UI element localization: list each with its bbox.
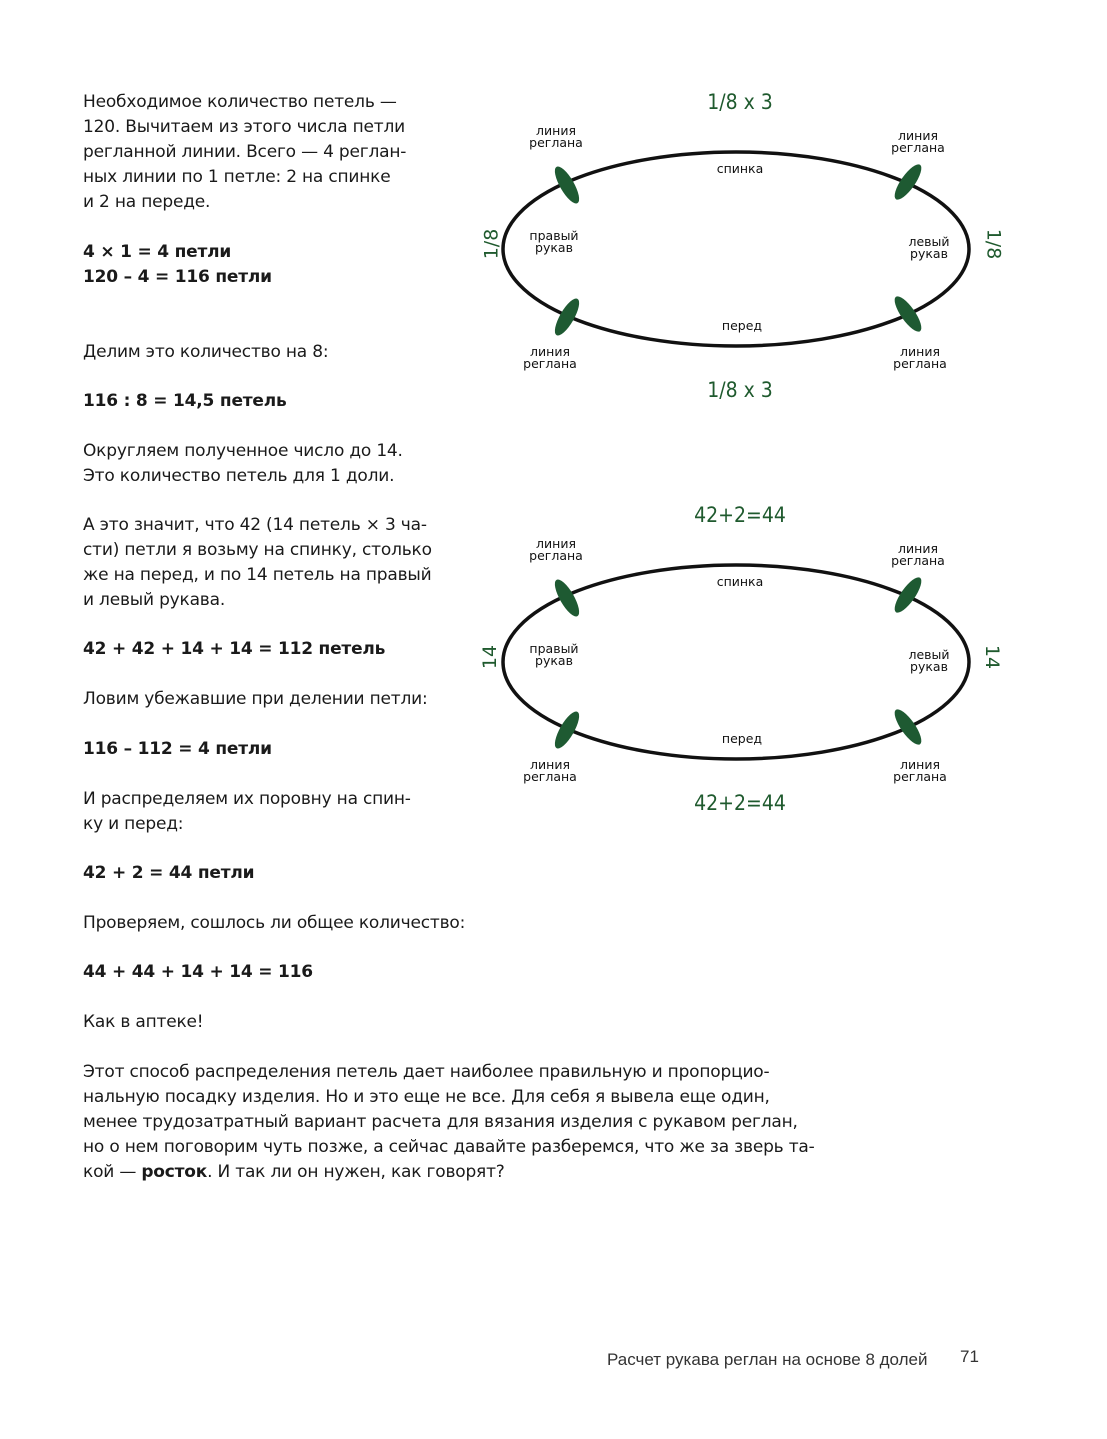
right-measure-label: 14 (981, 644, 1004, 670)
page-number: 71 (960, 1347, 979, 1366)
back-label: спинка (716, 161, 764, 176)
raglan-leaf-bottom-right (890, 706, 926, 748)
text-line: сти) петли я возьму на спинку, столько (83, 540, 432, 560)
raglan-label-bottom-left: линия реглана (523, 344, 577, 371)
text-line: А это значит, что 42 (14 петель × 3 ча- (83, 515, 427, 535)
paragraph-catch-stitches: Ловим убежавшие при делении петли: (83, 689, 428, 709)
left-measure-label: 1/8 (480, 228, 503, 260)
text-line: и 2 на переде. (83, 192, 211, 212)
raglan-label-bottom-right: линия реглана (893, 344, 947, 371)
formula-remaining-stitches: 120 – 4 = 116 петли (83, 267, 272, 287)
paragraph-check: Проверяем, сошлось ли общее количество: (83, 913, 466, 933)
bottom-measure-label: 42+2=44 (694, 791, 786, 815)
raglan-leaf-bottom-right (890, 293, 926, 335)
paragraph-pharmacy: Как в аптеке! (83, 1012, 204, 1032)
text-line: но о нем поговорим чуть позже, а сейчас давайте разберемся, что же за зверь та- (83, 1137, 815, 1157)
left-sleeve-label: левый рукав (908, 647, 950, 674)
formula-difference: 116 – 112 = 4 петли (83, 739, 272, 759)
right-sleeve-label: правый рукав (529, 641, 579, 668)
bottom-measure-label: 1/8 x 3 (707, 378, 773, 402)
raglan-diagram-stitch-counts (470, 501, 1015, 815)
text-line: и левый рукава. (83, 590, 226, 610)
raglan-diagram-fractions (470, 88, 1015, 402)
raglan-label-top-left: линия реглана (529, 123, 583, 150)
raglan-leaf-top-left (550, 576, 583, 619)
text-line: ных линии по 1 петле: 2 на спинке (83, 167, 391, 187)
text-line: Необходимое количество петель — (83, 92, 397, 112)
paragraph-divide: Делим это количество на 8: (83, 342, 329, 362)
raglan-leaf-top-right (890, 574, 926, 616)
text-line: Этот способ распределения петель дает наиболее правильную и пропорцио- (83, 1062, 770, 1082)
formula-raglan-stitches: 4 × 1 = 4 петли (83, 242, 232, 262)
front-label: перед (721, 318, 763, 333)
text-line: регланной линии. Всего — 4 реглан- (83, 142, 407, 162)
formula-divide: 116 : 8 = 14,5 петель (83, 391, 287, 411)
back-label: спинка (716, 574, 764, 589)
raglan-label-bottom-left: линия реглана (523, 757, 577, 784)
raglan-leaf-top-left (550, 163, 583, 206)
text-line: Это количество петель для 1 доли. (83, 466, 395, 486)
text-line: 120. Вычитаем из этого числа петли (83, 117, 406, 137)
left-measure-label: 14 (479, 644, 502, 670)
text-line-last (83, 1160, 505, 1185)
text-line: нальную посадку изделия. Но и это еще не все. Для себя я вывела еще один, (83, 1087, 770, 1107)
raglan-label-top-right: линия реглана (891, 541, 945, 568)
formula-44: 42 + 2 = 44 петли (83, 863, 255, 883)
text-line: ку и перед: (83, 814, 184, 834)
raglan-leaf-bottom-left (550, 708, 583, 751)
top-measure-label: 1/8 x 3 (707, 90, 773, 114)
text-line: менее трудозатратный вариант расчета для вязания изделия с рукавом реглан, (83, 1112, 798, 1132)
text-line: Округляем полученное число до 14. (83, 441, 403, 461)
text-line: же на перед, и по 14 петель на правый (83, 565, 432, 585)
right-measure-label: 1/8 (982, 228, 1005, 260)
front-label: перед (721, 731, 763, 746)
top-measure-label: 42+2=44 (694, 503, 786, 527)
raglan-label-top-left: линия реглана (529, 536, 583, 563)
formula-total-116: 44 + 44 + 14 + 14 = 116 (83, 962, 313, 982)
left-sleeve-label: левый рукав (908, 234, 950, 261)
text-fragment: кой — (83, 1162, 142, 1182)
running-footer-title: Расчет рукава реглан на основе 8 долей (607, 1350, 928, 1369)
keyword-rostok: росток (141, 1162, 208, 1182)
text-line: И распределяем их поровну на спин- (83, 789, 411, 809)
raglan-leaf-top-right (890, 161, 926, 203)
text-fragment: . И так ли он нужен, как говорят? (207, 1162, 505, 1182)
right-sleeve-label: правый рукав (529, 228, 579, 255)
raglan-label-bottom-right: линия реглана (893, 757, 947, 784)
raglan-label-top-right: линия реглана (891, 128, 945, 155)
formula-total-112: 42 + 42 + 14 + 14 = 112 петель (83, 639, 386, 659)
raglan-leaf-bottom-left (550, 295, 583, 338)
